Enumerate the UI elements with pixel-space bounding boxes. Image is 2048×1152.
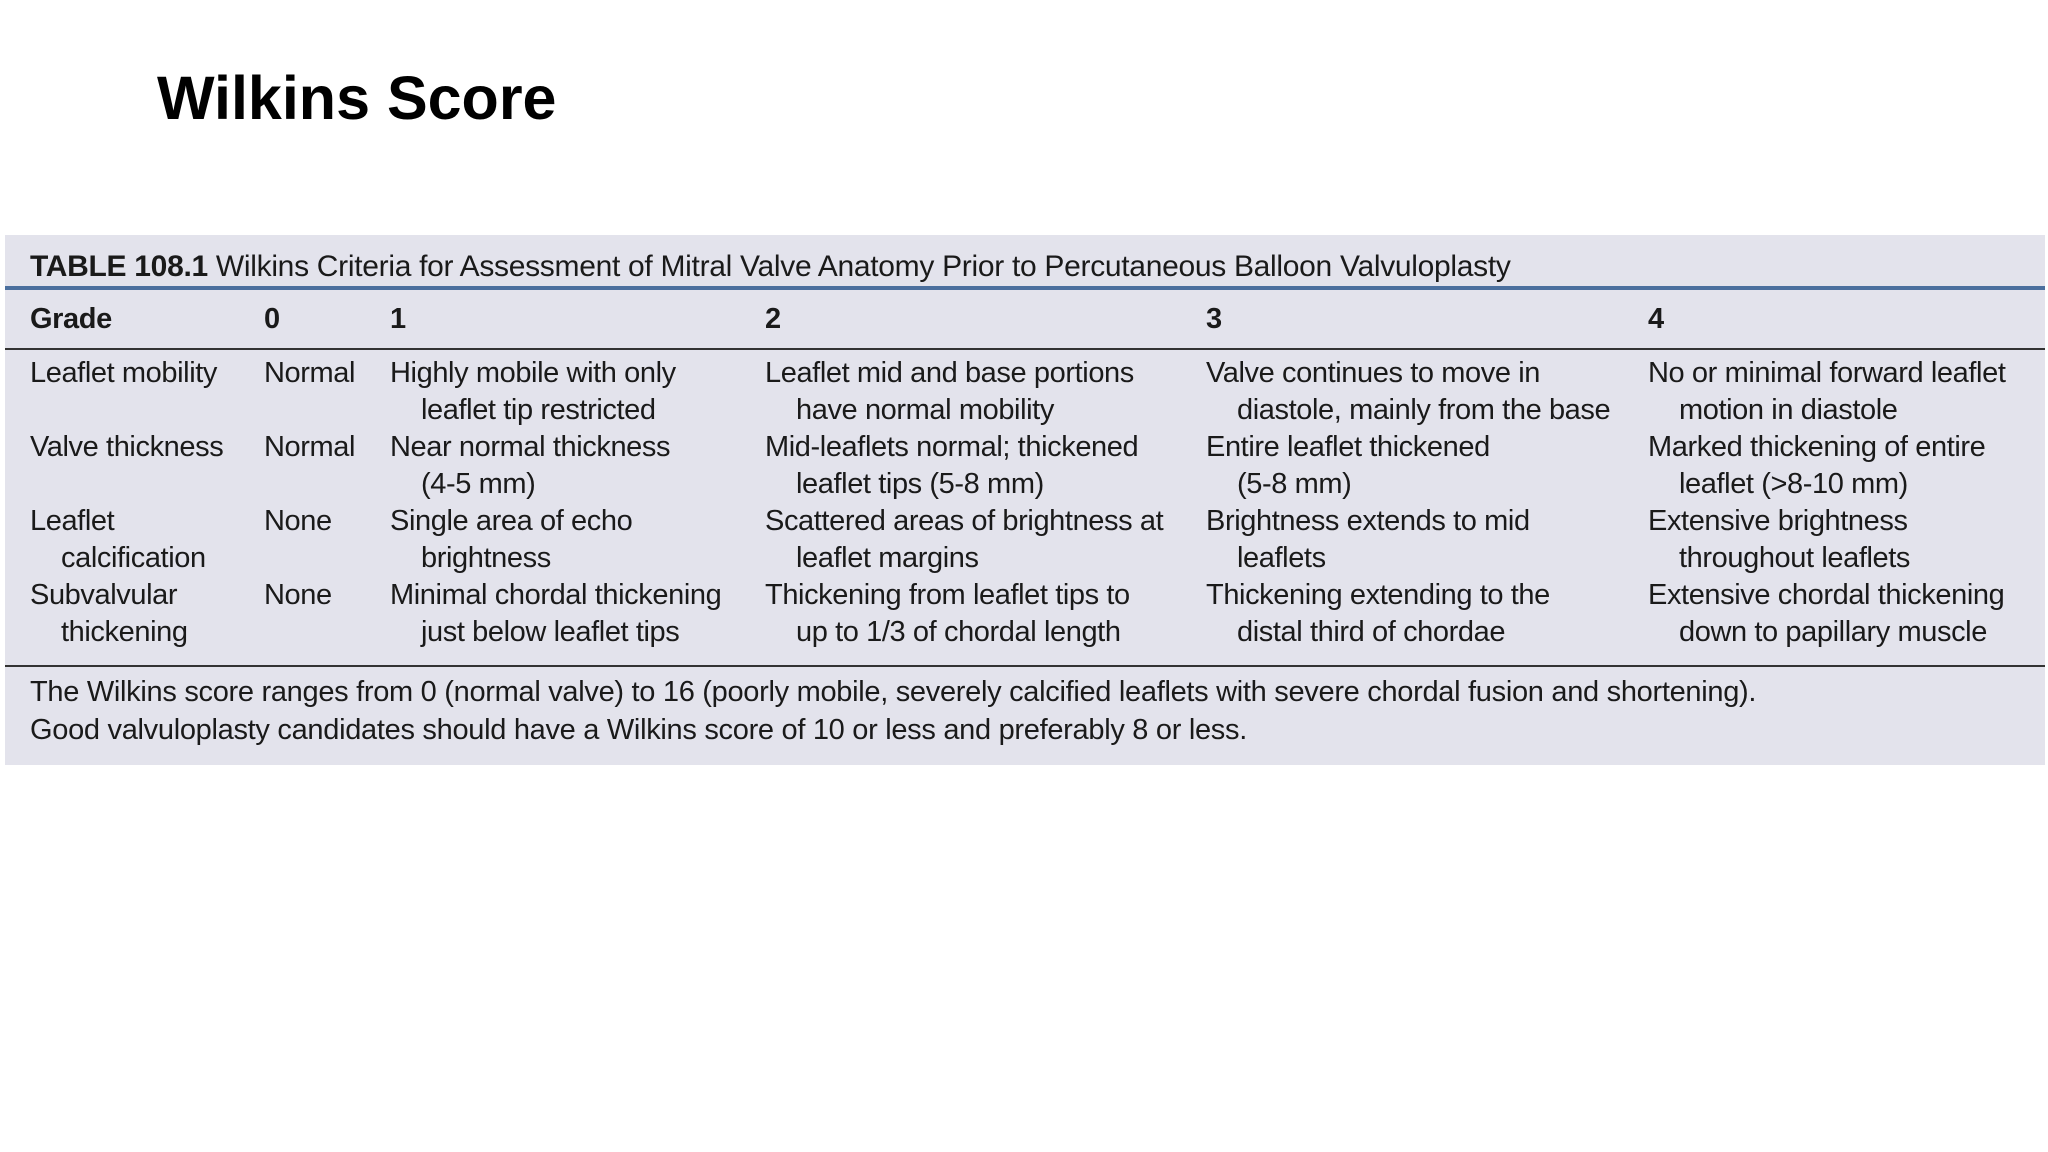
cell-line: Highly mobile with only [390, 357, 676, 389]
table-row-4-criterion [30, 577, 188, 651]
cell-line: Near normal thickness [390, 431, 671, 463]
table-row-2-grade-0 [264, 429, 355, 466]
cell-line: None [264, 579, 332, 611]
cell-line: brightness [421, 542, 551, 574]
header-grade-1: 1 [390, 303, 406, 335]
cell-line: Minimal chordal thickening [390, 579, 722, 611]
cell-line: Single area of echo [390, 505, 633, 537]
table-row-3-grade-1 [390, 503, 632, 577]
table-row-4-grade-1 [390, 577, 721, 651]
cell-line: No or minimal forward leaflet [1648, 357, 2006, 389]
table-row-2-grade-3 [1206, 429, 1490, 503]
table-row-1-grade-0 [264, 355, 355, 392]
header-grade-2: 2 [765, 303, 781, 335]
table-caption-label: TABLE 108.1 [30, 250, 208, 283]
table-row-3-grade-2 [765, 503, 1163, 577]
cell-line: (4-5 mm) [421, 468, 536, 500]
table-row-2-grade-1 [390, 429, 670, 503]
cell-line: leaflet (>8-10 mm) [1679, 468, 1908, 500]
table-row-3-grade-3 [1206, 503, 1530, 577]
table-row-1-grade-4 [1648, 355, 2005, 429]
table-row-2-grade-4 [1648, 429, 1985, 503]
footnote-divider [5, 665, 2045, 667]
cell-line: diastole, mainly from the base [1237, 394, 1611, 426]
cell-line: Thickening from leaflet tips to [765, 579, 1130, 611]
table-caption-text: Wilkins Criteria for Assessment of Mitral Valve Anatomy Prior to Percutaneous Balloon Valvuloplasty [215, 250, 1511, 283]
table-caption [30, 247, 1511, 286]
cell-line: thickening [61, 616, 188, 648]
cell-line: motion in diastole [1679, 394, 1898, 426]
header-grade-4: 4 [1648, 303, 1664, 335]
header-grade-3: 3 [1206, 303, 1222, 335]
cell-line: have normal mobility [796, 394, 1054, 426]
caption-divider [5, 286, 2045, 290]
table-row-2-grade-2 [765, 429, 1138, 503]
table-row-1-criterion [30, 355, 217, 392]
cell-line: throughout leaflets [1679, 542, 1911, 574]
cell-line: Normal [264, 357, 356, 389]
cell-line: Leaflet [30, 505, 115, 537]
cell-line: Extensive brightness [1648, 505, 1908, 537]
cell-line: distal third of chordae [1237, 616, 1506, 648]
header-grade: Grade [30, 303, 112, 335]
table-row-3-grade-4 [1648, 503, 1910, 577]
table-row-4-grade-2 [765, 577, 1130, 651]
cell-line: None [264, 505, 332, 537]
cell-line: Leaflet mobility [30, 357, 218, 389]
header-grade-0: 0 [264, 303, 280, 335]
footnote-line: Good valvuloplasty candidates should have a Wilkins score of 10 or less and preferably 8 or less. [30, 714, 1247, 746]
table-row-4-grade-4 [1648, 577, 2004, 651]
cell-line: Brightness extends to mid [1206, 505, 1530, 537]
table-row-1-grade-3 [1206, 355, 1610, 429]
table-row-3-criterion [30, 503, 206, 577]
cell-line: leaflet margins [796, 542, 979, 574]
table-row-2-criterion [30, 429, 223, 466]
table-row-1-grade-2 [765, 355, 1134, 429]
header-divider [5, 348, 2045, 350]
table-row-4-grade-0 [264, 577, 332, 614]
cell-line: Entire leaflet thickened [1206, 431, 1490, 463]
cell-line: up to 1/3 of chordal length [796, 616, 1121, 648]
cell-line: down to papillary muscle [1679, 616, 1987, 648]
wilkins-criteria-table [5, 235, 2045, 765]
cell-line: leaflets [1237, 542, 1326, 574]
cell-line: Extensive chordal thickening [1648, 579, 2005, 611]
cell-line: calcification [61, 542, 206, 574]
cell-line: just below leaflet tips [421, 616, 680, 648]
cell-line: Thickening extending to the [1206, 579, 1550, 611]
cell-line: Normal [264, 431, 356, 463]
footnote-line: The Wilkins score ranges from 0 (normal valve) to 16 (poorly mobile, severely calcified leaflets with severe chordal fusion and shortening). [30, 676, 1757, 708]
cell-line: (5-8 mm) [1237, 468, 1352, 500]
cell-line: Marked thickening of entire [1648, 431, 1986, 463]
cell-line: Leaflet mid and base portions [765, 357, 1134, 389]
cell-line: Valve thickness [30, 431, 224, 463]
table-footnote [30, 673, 1756, 749]
cell-line: leaflet tip restricted [421, 394, 656, 426]
table-row-4-grade-3 [1206, 577, 1550, 651]
cell-line: Mid-leaflets normal; thickened [765, 431, 1139, 463]
cell-line: Subvalvular [30, 579, 178, 611]
cell-line: Scattered areas of brightness at [765, 505, 1164, 537]
table-row-3-grade-0 [264, 503, 332, 540]
table-row-1-grade-1 [390, 355, 676, 429]
cell-line: leaflet tips (5-8 mm) [796, 468, 1044, 500]
cell-line: Valve continues to move in [1206, 357, 1541, 389]
slide-title: Wilkins Score [157, 64, 557, 132]
